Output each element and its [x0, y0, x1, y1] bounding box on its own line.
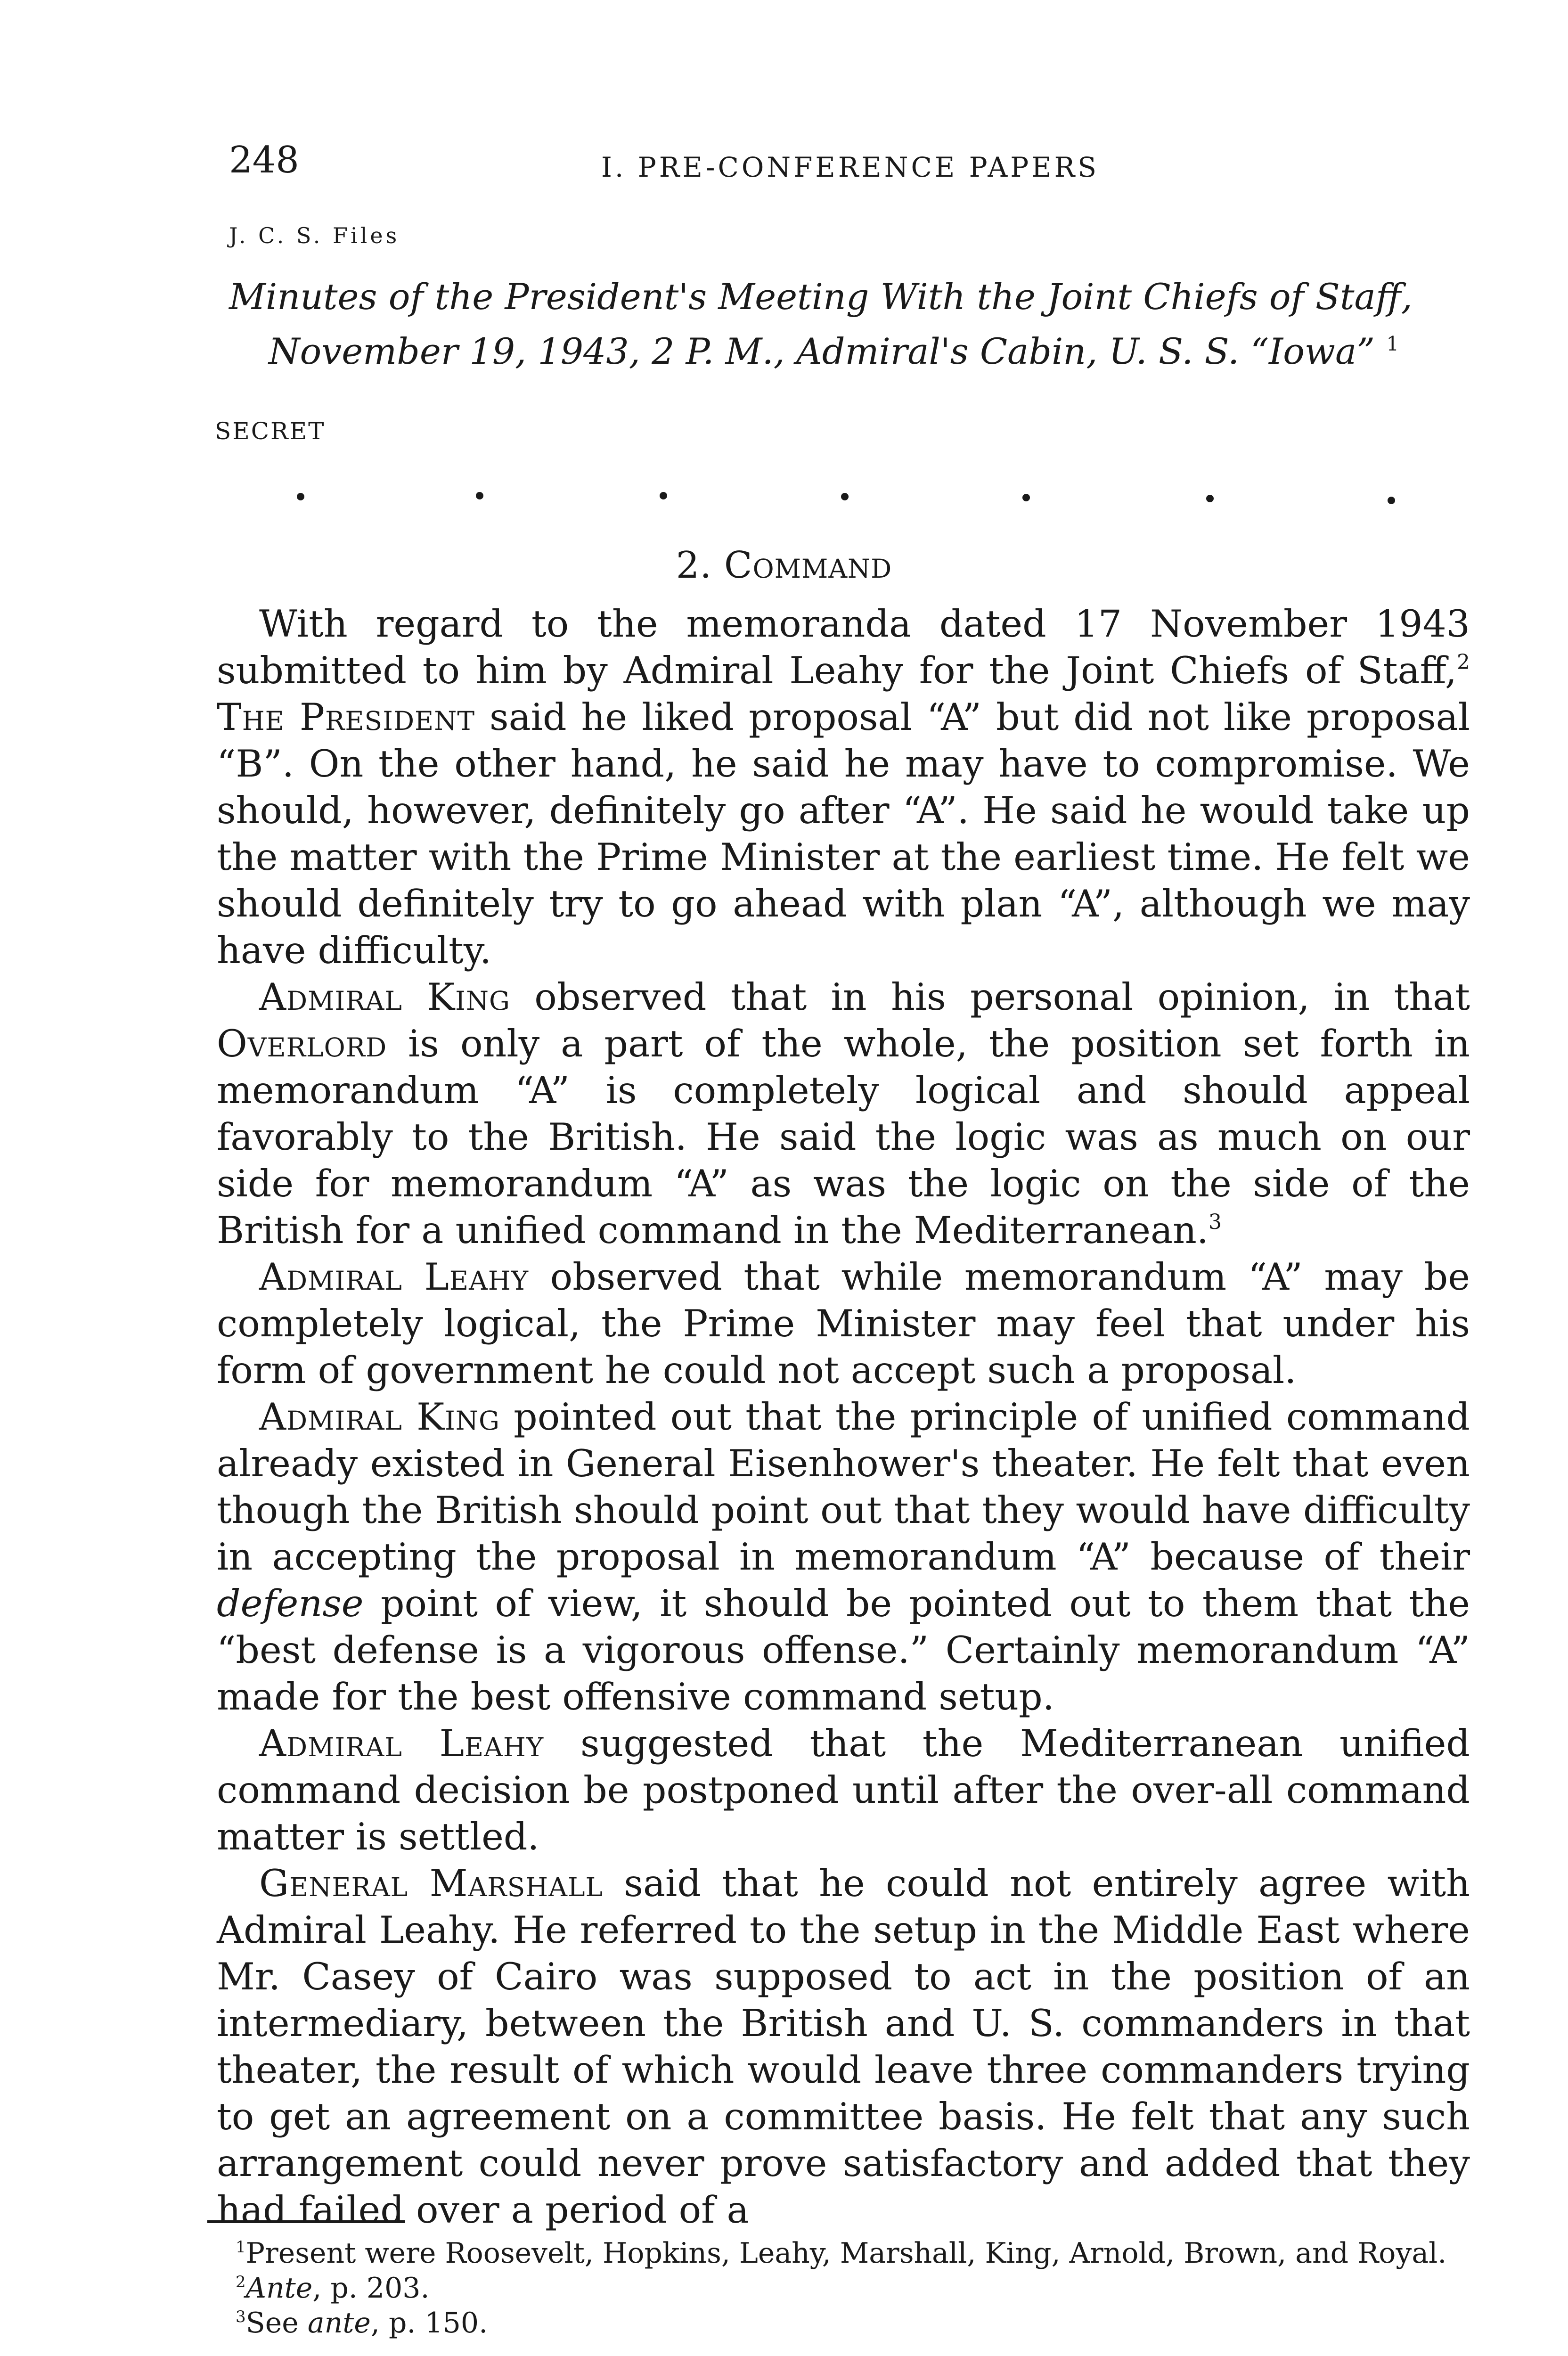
body-text	[217, 601, 1470, 2233]
text-run: , p. 150.	[370, 2307, 488, 2340]
text-run: , p. 203.	[312, 2272, 430, 2305]
running-title: I. PRE-CONFERENCE PAPERS	[601, 151, 1100, 183]
italic-text: ante	[307, 2307, 371, 2340]
text-run: suggested that the Mediterranean unified command decision be postponed until after the over-all command matter is settled.	[217, 1722, 1470, 1858]
speaker-name: Admiral Leahy	[259, 1722, 544, 1765]
speaker-name: Admiral King	[259, 1395, 500, 1439]
footnote	[207, 2236, 1470, 2271]
footnote-mark: 3	[236, 2307, 246, 2326]
title-footnote-mark: 1	[1386, 332, 1399, 355]
text-run: is only a part of the whole, the position set forth in memorandum “A” is completely logical and should appeal favorably to the British. He said the logic was as much on our side for memorandum “A” as was the logic on the side of the British for a unified command in the Mediterranean.	[217, 1022, 1470, 1252]
paragraph	[217, 1720, 1470, 1860]
speaker-name: Overlord	[217, 1022, 387, 1065]
paragraph	[217, 1860, 1470, 2233]
classification-marking: SECRET	[215, 417, 326, 445]
text-run: With regard to the memoranda dated 17 November 1943 submitted to him by Admiral Leahy for the Joint Chiefs of Staff,	[217, 602, 1470, 692]
source-label: J. C. S. Files	[229, 223, 400, 248]
speaker-name: Admiral King	[259, 975, 510, 1019]
document-title-line-2-text: November 19, 1943, 2 P. M., Admiral's Cabin, U. S. S. “Iowa”	[269, 330, 1375, 372]
footnote	[207, 2306, 1470, 2340]
paragraph	[217, 1394, 1470, 1720]
text-run: See	[245, 2307, 308, 2340]
document-title	[229, 273, 1482, 375]
text-run: said that he could not entirely agree with Admiral Leahy. He referred to the setup in the Middle East where Mr. Casey of Cairo was supposed to act in the position of an intermediary, between the British and U. S. commanders in that theater, the result of which would leave three commanders trying to get an agreement on a committee basis. He felt that any such arrangement could never prove satisfactory and added that they had failed over a period of a	[217, 1862, 1470, 2232]
italic-text: defense	[217, 1582, 364, 1625]
document-title-line-1: Minutes of the President's Meeting With the Joint Chiefs of Staff,	[229, 276, 1413, 318]
footnote-reference: 2	[1457, 650, 1470, 674]
omission-dot	[297, 493, 304, 500]
paragraph	[217, 1254, 1470, 1394]
footnote-mark: 2	[236, 2273, 246, 2291]
footnote	[207, 2271, 1470, 2306]
running-header	[229, 137, 1473, 188]
omission-dot	[841, 493, 849, 500]
text-run: observed that in his personal opinion, in that	[510, 975, 1470, 1019]
omission-dot	[1022, 494, 1030, 501]
text-run: Present were Roosevelt, Hopkins, Leahy, Marshall, King, Arnold, Brown, and Royal.	[245, 2237, 1447, 2270]
document-title-line-2	[229, 320, 1482, 375]
omission-dot	[660, 492, 667, 499]
omission-dots	[297, 490, 1409, 518]
italic-text: Ante	[245, 2272, 313, 2305]
text-run: point of view, it should be pointed out to them that the “best defense is a vigorous offense.” Certainly memorandum “A” made for the best offensive command setup.	[217, 1582, 1470, 1718]
section-heading: 2. Command	[676, 544, 892, 587]
footnote-mark: 1	[236, 2238, 246, 2257]
omission-dot	[1388, 497, 1395, 504]
footnotes	[207, 2236, 1470, 2340]
text-run: pointed out that the principle of unified command already existed in General Eisenhower's theater. He felt that even though the British should point out that they would have difficulty in accepting the proposal in memorandum “A” because of their	[217, 1395, 1470, 1579]
page-number: 248	[229, 139, 299, 181]
footnote-reference: 3	[1209, 1210, 1222, 1234]
speaker-name: General Marshall	[259, 1862, 604, 1905]
speaker-name: Admiral Leahy	[259, 1255, 529, 1299]
paragraph	[217, 601, 1470, 974]
omission-dot	[1206, 495, 1214, 502]
text-run: observed that while memorandum “A” may be completely logical, the Prime Minister may feel that under his form of government he could not accept such a proposal.	[217, 1255, 1470, 1392]
paragraph	[217, 974, 1470, 1254]
speaker-name: The President	[217, 695, 475, 739]
footnote-divider	[207, 2220, 405, 2223]
omission-dot	[476, 492, 483, 499]
text-run: said he liked proposal “A” but did not like proposal “B”. On the other hand, he said he may have to compromise. We should, however, definitely go after “A”. He said he would take up the matter with the Prime Minister at the earliest time. He felt we should definitely try to go ahead with plan “A”, although we may have difficulty.	[217, 695, 1470, 972]
